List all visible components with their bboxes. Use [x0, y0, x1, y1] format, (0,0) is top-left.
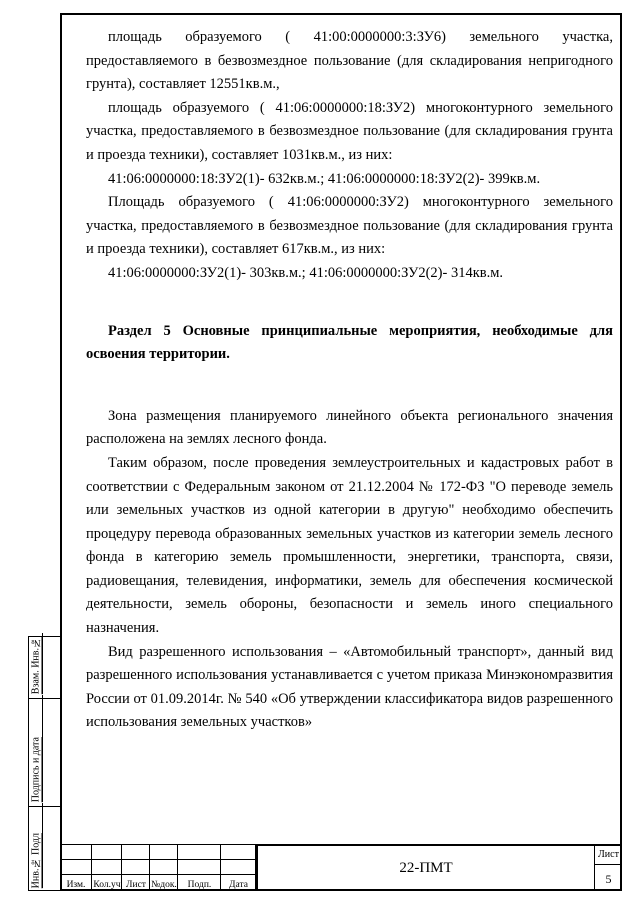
paragraph: Таким образом, после проведения землеустроительных и кадастровых работ в соответствии с Федеральным законом от 21.12.2004 № 172-ФЗ "О переводе земель или земельных участков из одной категории в другую" необходимо обеспечить процедуру перевода образованных земельных участков из категории земель лесного фонда в категорию земель промышленности, энергетики, транспорта, связи, радиовещания, телевидения, информатики, земель для обеспечения космической деятельности, земель обороны, безопасности и земель иного специального назначения.	[86, 454, 613, 637]
paragraph: площадь образуемого ( 41:00:0000000:3:ЗУ6) земельного участка, предоставляемого в безвозмездное пользование (для складирования непригодного грунта), составляет 12551кв.м.,	[86, 29, 613, 93]
margin-stamp	[28, 636, 60, 891]
title-block-grid	[60, 844, 256, 891]
stamp-row-vzam	[29, 637, 61, 699]
stamp-vzam-label: Взам. Инв.№	[30, 636, 42, 694]
document-body	[86, 26, 613, 735]
paragraph: Площадь образуемого ( 41:06:0000000:ЗУ2) многоконтурного земельного участка, предоставляемого в безвозмездное пользование (для складирования грунта и проезда техники), составляет 617кв.м., из них:	[86, 194, 613, 258]
sheet-number: 5	[605, 872, 612, 886]
section-heading: Раздел 5 Основные принципиальные мероприятия, необходимые для освоения территории.	[86, 322, 613, 363]
header-list: Лист	[126, 880, 146, 890]
paragraph: площадь образуемого ( 41:06:0000000:18:ЗУ2) многоконтурного земельного участка, предоставляемого в безвозмездное пользование (для складирования грунта и проезда техники), составляет 1031кв.м., из них:	[86, 99, 613, 163]
stamp-row-podpis	[29, 699, 61, 807]
sheet-box	[594, 844, 622, 891]
paragraph: Вид разрешенного использования – «Автомобильный транспорт», данный вид разрешенного использования устанавливается с учетом приказа Минэкономразвития России от 01.09.2014г. № 540 «Об утверждении классификатора видов разрешенного использования земельных участков»	[86, 643, 613, 731]
title-block	[60, 844, 622, 891]
sheet-label: Лист	[595, 846, 622, 865]
paragraph: Зона размещения планируемого линейного объекта регионального значения расположена на землях лесного фонда.	[86, 407, 613, 448]
header-izm: Изм.	[66, 880, 86, 890]
document-code: 22-ПМТ	[256, 844, 594, 891]
paragraph: 41:06:0000000:ЗУ2(1)- 303кв.м.; 41:06:0000000:ЗУ2(2)- 314кв.м.	[108, 264, 504, 281]
stamp-row-inv	[29, 807, 61, 892]
header-ndok: №док.	[151, 880, 177, 890]
header-kol-uch: Кол.уч	[93, 880, 121, 890]
paragraph: 41:06:0000000:18:ЗУ2(1)- 632кв.м.; 41:06:0000000:18:ЗУ2(2)- 399кв.м.	[108, 170, 541, 187]
stamp-inv-label: Инв.№ Подл	[30, 832, 42, 888]
header-podp: Подп.	[187, 880, 212, 890]
stamp-podpis-label: Подпись и дата	[30, 736, 42, 802]
header-data: Дата	[229, 880, 248, 890]
